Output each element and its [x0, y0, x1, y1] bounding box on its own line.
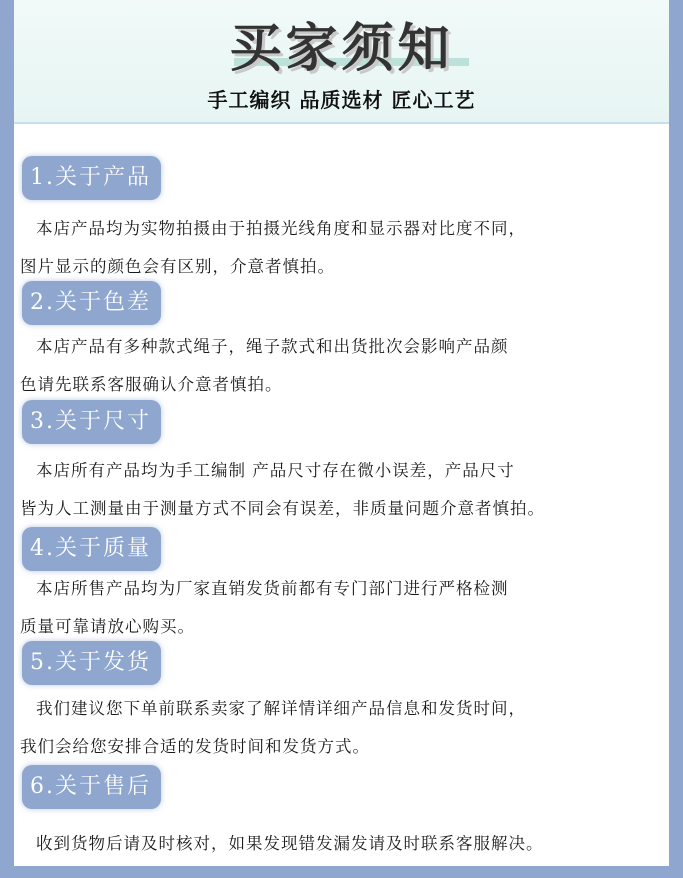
section-body-color [20, 328, 660, 404]
notice-card [14, 0, 669, 866]
section-line: 本店所有产品均为手工编制 产品尺寸存在微小误差，产品尺寸 [36, 461, 515, 480]
section-line: 本店所售产品均为厂家直销发货前都有专门部门进行严格检测 [36, 579, 509, 598]
section-line: 收到货物后请及时核对，如果发现错发漏发请及时联系客服解决。 [36, 834, 544, 853]
page-subtitle: 手工编织 品质选材 匠心工艺 [207, 88, 476, 112]
section-body-aftersale [20, 825, 660, 863]
section-body-size [20, 452, 660, 528]
section-title-shipping: 5.关于发货 [22, 641, 161, 685]
section-title-quality: 4.关于质量 [22, 527, 161, 571]
section-line: 图片显示的颜色会有区别，介意者慎拍。 [20, 257, 335, 276]
section-body-quality [20, 570, 660, 646]
section-body-shipping [20, 690, 660, 766]
section-title-color: 2.关于色差 [22, 281, 161, 325]
section-line: 质量可靠请放心购买。 [20, 617, 195, 636]
section-title-aftersale: 6.关于售后 [22, 765, 161, 809]
section-body-product [20, 210, 660, 286]
section-line: 本店产品均为实物拍摄由于拍摄光线角度和显示器对比度不同， [36, 219, 526, 238]
header [14, 0, 669, 124]
section-line: 我们建议您下单前联系卖家了解详情详细产品信息和发货时间， [36, 699, 526, 718]
section-line: 色请先联系客服确认介意者慎拍。 [20, 375, 283, 394]
page-title: 买家须知 [229, 19, 454, 79]
section-line: 皆为人工测量由于测量方式不同会有误差，非质量问题介意者慎拍。 [20, 499, 545, 518]
section-line: 我们会给您安排合适的发货时间和发货方式。 [20, 737, 370, 756]
section-line: 本店产品有多种款式绳子，绳子款式和出货批次会影响产品颜 [36, 337, 509, 356]
section-title-size: 3.关于尺寸 [22, 400, 161, 444]
section-title-product: 1.关于产品 [22, 156, 161, 200]
